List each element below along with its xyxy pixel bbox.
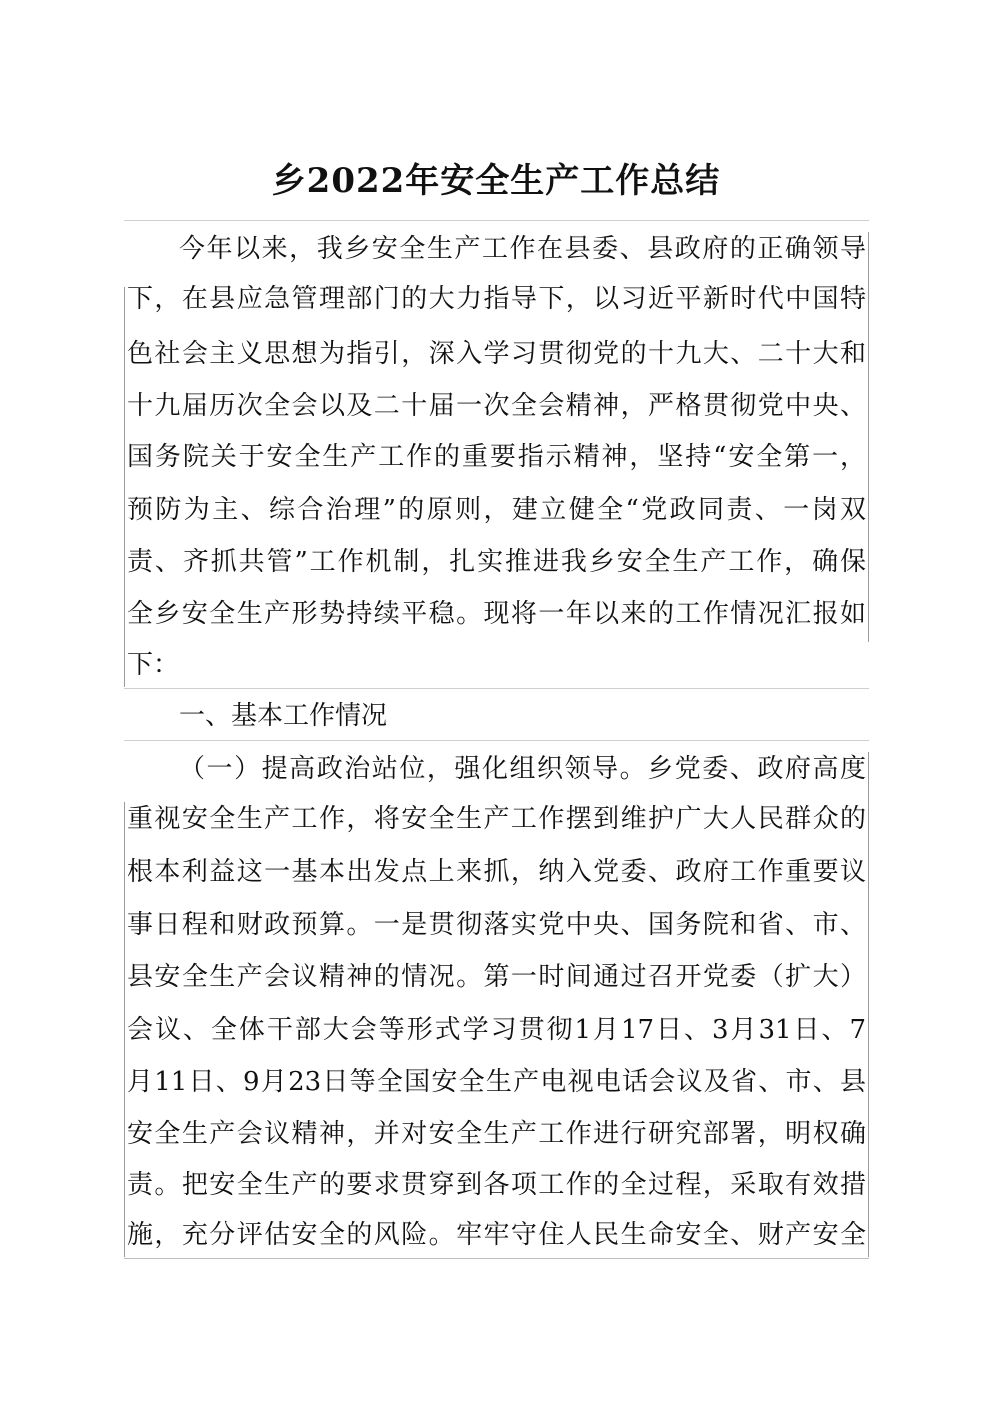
document-title: 乡2022年安全生产工作总结 xyxy=(271,160,721,201)
paragraph-line: 重视安全生产工作，将安全生产工作摆到维护广大人民群众的 xyxy=(127,804,866,834)
paragraph-line: 安全生产会议精神，并对安全生产工作进行研究部署，明权确 xyxy=(127,1119,866,1149)
paragraph-line: （一）提高政治站位，强化组织领导。乡党委、政府高度 xyxy=(179,754,866,784)
paragraph-top-rule xyxy=(124,220,869,221)
paragraph-line: 色社会主义思想为指引，深入学习贯彻党的十九大、二十大和 xyxy=(127,339,866,369)
paragraph-line: 全乡安全生产形势持续平稳。现将一年以来的工作情况汇报如 xyxy=(127,599,866,629)
paragraph-line: 十九届历次全会以及二十届一次全会精神，严格贯彻党中央、 xyxy=(127,391,866,421)
paragraph-line: 今年以来，我乡安全生产工作在县委、县政府的正确领导 xyxy=(179,234,866,264)
paragraph-line: 县安全生产会议精神的情况。第一时间通过召开党委（扩大） xyxy=(127,962,866,992)
paragraph-line: 预防为主、综合治理”的原则，建立健全“党政同责、一岗双 xyxy=(127,495,866,525)
paragraph-line: 根本利益这一基本出发点上来抓，纳入党委、政府工作重要议 xyxy=(127,857,866,887)
paragraph-line: 施，充分评估安全的风险。牢牢守住人民生命安全、财产安全 xyxy=(127,1220,866,1250)
paragraph-bottom-rule xyxy=(124,688,869,689)
paragraph-line: 会议、全体干部大会等形式学习贯彻1月17日、3月31日、7 xyxy=(127,1015,866,1045)
paragraph-line: 下： xyxy=(127,650,180,680)
paragraph-line: 国务院关于安全生产工作的重要指示精神，坚持“安全第一， xyxy=(127,442,866,472)
paragraph-line: 月11日、9月23日等全国安全生产电视电话会议及省、市、县 xyxy=(127,1067,866,1097)
paragraph-line: 事日程和财政预算。一是贯彻落实党中央、国务院和省、市、 xyxy=(127,910,866,940)
paragraph-line: 责。把安全生产的要求贯穿到各项工作的全过程，采取有效措 xyxy=(127,1170,866,1200)
paragraph-line: 责、齐抓共管”工作机制，扎实推进我乡安全生产工作，确保 xyxy=(127,547,866,577)
page-bottom-rule xyxy=(124,1258,869,1259)
paragraph-line: 下，在县应急管理部门的大力指导下，以习近平新时代中国特 xyxy=(127,284,866,314)
section-heading: 一、基本工作情况 xyxy=(179,701,388,731)
paragraph-top-rule xyxy=(124,740,869,741)
